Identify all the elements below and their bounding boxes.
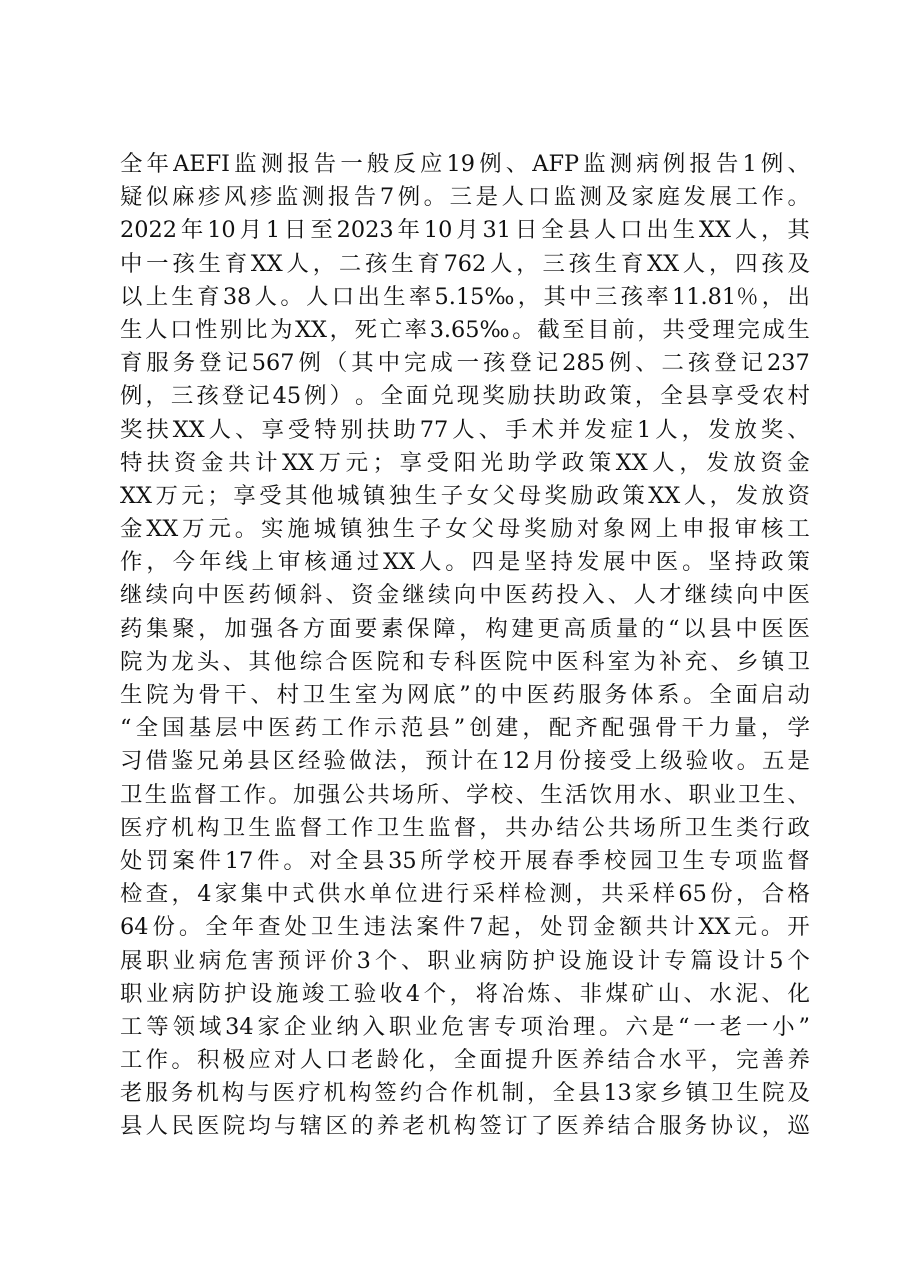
text-line: 检 查 ， 4 家 集 中 式 供 水 单 位 进 行 采 样 检 测 ， 共 采 样 65 份 ， 合 格	[120, 881, 810, 908]
text-line: 生 院 为 骨 干 、 村 卫 生 室 为 网 底 ” 的 中 医 药 服 务 体 系 。 全 面 启 动	[120, 682, 810, 708]
text-line: 老 服 务 机 构 与 医 疗 机 构 签 约 合 作 机 制 ， 全 县 13 家 乡 镇 卫 生 院 及	[120, 1080, 810, 1107]
body-paragraph	[120, 148, 810, 1144]
text-line: 2022 年 10 月 1 日 至 2023 年 10 月 31 日 全 县 人 口 出 生 XX 人 ， 其	[120, 217, 810, 244]
text-line: 生 人 口 性 别 比 为 XX ， 死 亡 率 3.65‰ 。 截 至 目 前 ， 共 受 理 完 成 生	[120, 316, 810, 343]
text-line: 工 作 。 积 极 应 对 人 口 老 龄 化 ， 全 面 提 升 医 养 结 合 水 平 ， 完 善 养	[120, 1047, 810, 1074]
text-line: 奖 扶 XX 人 、 享 受 特 别 扶 助 77 人 、 手 术 并 发 症 1 人 ， 发 放 奖 、	[120, 416, 810, 443]
text-line: 例 ， 三 孩 登 记 45 例 ） 。 全 面 兑 现 奖 励 扶 助 政 策 ， 全 县 享 受 农 村	[120, 383, 810, 410]
text-line: 64 份 。 全 年 查 处 卫 生 违 法 案 件 7 起 ， 处 罚 金 额 共 计 XX 元 。 开	[120, 914, 810, 941]
text-line: 展 职 业 病 危 害 预 评 价 3 个 、 职 业 病 防 护 设 施 设 计 专 篇 设 计 5 个	[120, 947, 810, 974]
text-line: 特 扶 资 金 共 计 XX 万 元 ； 享 受 阳 光 助 学 政 策 XX 人 ， 发 放 资 金	[120, 449, 810, 476]
text-line: XX 万 元 ； 享 受 其 他 城 镇 独 生 子 女 父 母 奖 励 政 策 XX 人 ， 发 放 资	[120, 482, 810, 509]
text-line: 习 借 鉴 兄 弟 县 区 经 验 做 法 ， 预 计 在 12 月 份 接 受 上 级 验 收 。 五 是	[120, 748, 810, 775]
text-line: 县 人 民 医 院 均 与 辖 区 的 养 老 机 构 签 订 了 医 养 结 合 服 务 协 议 ， 巡	[120, 1113, 810, 1140]
text-line: 以 上 生 育 38 人 。 人 口 出 生 率 5.15‰ ， 其 中 三 孩 率 11.81％ ， 出	[120, 283, 810, 310]
text-line: 继 续 向 中 医 药 倾 斜 、 资 金 继 续 向 中 医 药 投 入 、 人 才 继 续 向 中 医	[120, 582, 810, 609]
text-line: 金 XX 万 元 。 实 施 城 镇 独 生 子 女 父 母 奖 励 对 象 网 上 申 报 审 核 工	[120, 516, 810, 543]
text-line: 职 业 病 防 护 设 施 竣 工 验 收 4 个 ， 将 冶 炼 、 非 煤 矿 山 、 水 泥 、 化	[120, 980, 810, 1007]
text-line: 中 一 孩 生 育 XX 人 ， 二 孩 生 育 762 人 ， 三 孩 生 育 XX 人 ， 四 孩 及	[120, 250, 810, 277]
text-line: 全 年 AEFI 监 测 报 告 一 般 反 应 19 例 、 AFP 监 测 病 例 报 告 1 例 、	[120, 151, 810, 177]
text-line: 育 服 务 登 记 567 例 （ 其 中 完 成 一 孩 登 记 285 例 、 二 孩 登 记 237	[120, 350, 810, 377]
text-line: 药 集 聚 ， 加 强 各 方 面 要 素 保 障 ， 构 建 更 高 质 量 的 “ 以 县 中 医 医	[120, 615, 810, 642]
text-line: 医 疗 机 构 卫 生 监 督 工 作 卫 生 监 督 ， 共 办 结 公 共 场 所 卫 生 类 行 政	[120, 814, 810, 841]
text-line: 工 等 领 域 34 家 企 业 纳 入 职 业 危 害 专 项 治 理 。 六 是 “ 一 老 一 小 ”	[120, 1013, 810, 1040]
text-line: 卫 生 监 督 工 作 。 加 强 公 共 场 所 、 学 校 、 生 活 饮 用 水 、 职 业 卫 生 、	[120, 781, 810, 808]
text-line: 院 为 龙 头 、 其 他 综 合 医 院 和 专 科 医 院 中 医 科 室 为 补 充 、 乡 镇 卫	[120, 648, 810, 675]
text-line: “ 全 国 基 层 中 医 药 工 作 示 范 县 ” 创 建 ， 配 齐 配 强 骨 干 力 量 ， 学	[120, 715, 810, 742]
text-line: 作 ， 今 年 线 上 审 核 通 过 XX 人 。 四 是 坚 持 发 展 中 医 。 坚 持 政 策	[120, 549, 810, 576]
text-line: 处 罚 案 件 17 件 。 对 全 县 35 所 学 校 开 展 春 季 校 园 卫 生 专 项 监 督	[120, 847, 810, 874]
text-line: 疑 似 麻 疹 风 疹 监 测 报 告 7 例 。 三 是 人 口 监 测 及 家 庭 发 展 工 作 。	[120, 184, 810, 211]
